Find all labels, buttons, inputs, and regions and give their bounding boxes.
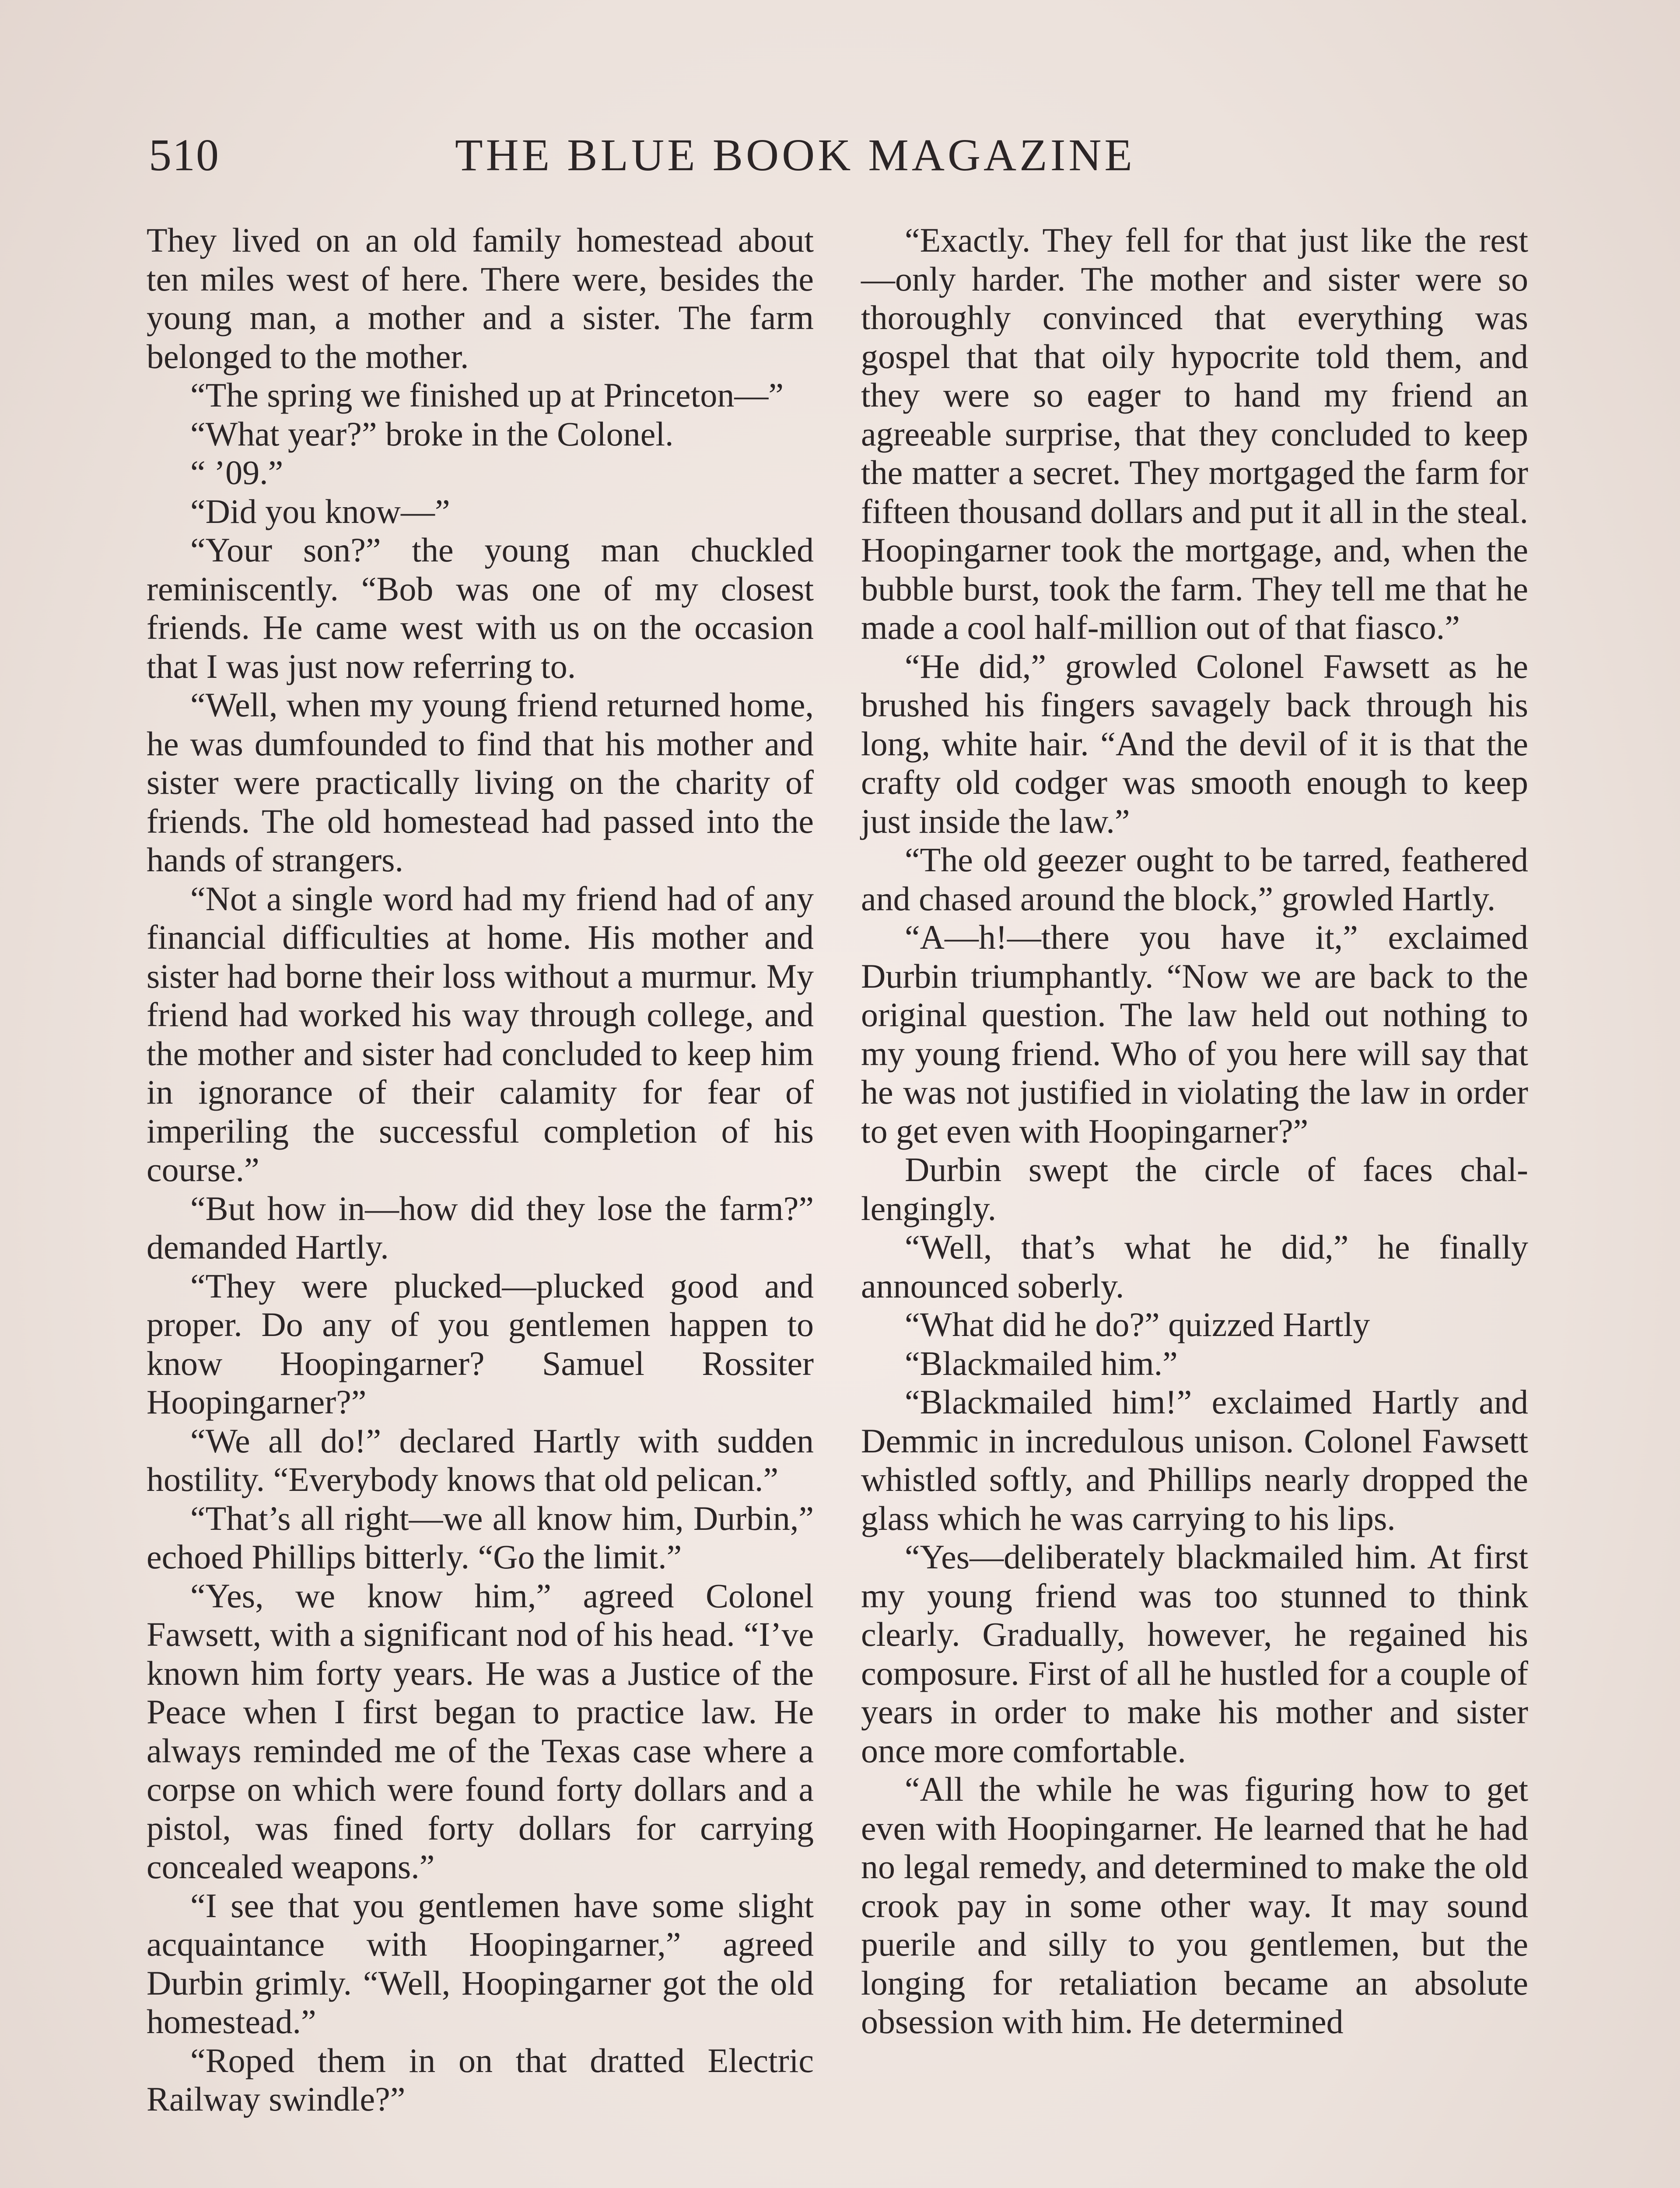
paragraph: “Exactly. They fell for that just like the rest—only harder. The mother and sister were so thoroughly convinced that everything was gospel that that oily hypocrite told them, and they were so eager to hand my friend an agreeable surprise, that they concluded to keep the matter a secret. They mortgaged the farm for fifteen thousand dollars and put it all in the steal. Hoopingarner took the mortgage, and, when the bubble burst, took the farm. They tell me that he made a cool half-million out of that fiasco.” [861,221,1528,646]
paragraph: “A—h!—there you have it,” exclaimed Durbin triumphantly. “Now we are back to the original question. The law held out nothing to my young friend. Who of you here will say that he was not justified in violating the law in order to get even with Hoopingarner?” [861,918,1528,1150]
paragraph: “They were plucked—plucked good and proper. Do any of you gentlemen happen to know Hoopingarner? Samuel Rossiter Hoopingarner?” [147,1266,814,1421]
paragraph: “The old geezer ought to be tarred, feathered and chased around the block,” growled Hartly. [861,841,1528,918]
paragraph: “That’s all right—we all know him, Durbin,” echoed Phillips bitterly. “Go the limit.” [147,1499,814,1576]
paragraph: “Blackmailed him.” [905,1344,1178,1382]
paragraph: “Yes, we know him,” agreed Colonel Fawsett, with a significant nod of his head. “I’ve known him forty years. He was a Justice of the Peace when I first began to practice law. He always reminded me of the Texas case where a corpse on which were found forty dollars and a pistol, was fined forty dollars for carrying concealed weapons.” [147,1576,814,1886]
paragraph: “What did he do?” quizzed Hartly [905,1305,1370,1343]
paragraph: Durbin swept the circle of faces challengingly. [861,1150,1528,1227]
page-header [149,125,1536,186]
paragraph: “The spring we finished up at Princeton—” [190,376,784,414]
magazine-title: THE BLUE BOOK MAGAZINE [455,130,1135,180]
paragraph: “All the while he was figuring how to get even with Hoopingarner. He learned that he had no legal remedy, and determined to make the old crook pay in some other way. It may sound puerile and silly to you gentlemen, but the longing for retaliation became an absolute obsession with him. He determined [861,1770,1528,2041]
paragraph: “ ’09.” [190,453,284,491]
right-column [861,221,1528,2041]
paragraph: “But how in—how did they lose the farm?” demanded Hartly. [147,1189,814,1266]
paragraph: “He did,” growled Colonel Fawsett as he brushed his fingers savagely back through his long, white hair. “And the devil of it is that the crafty old codger was smooth enough to keep just inside the law.” [861,647,1528,840]
paragraph: “Well, that’s what he did,” he finally announced soberly. [861,1228,1528,1305]
paragraph: “Yes—deliberately blackmailed him. At first my young friend was too stunned to think clearly. Gradually, however, he regained his composure. First of all he hustled for a couple of years in order to make his mother and sister once more comfortable. [861,1538,1528,1770]
paragraph: “Well, when my young friend returned home, he was dumfounded to find that his mother and sister were practically living on the charity of friends. The old homestead had passed into the hands of strangers. [147,686,814,879]
page-number: 510 [149,130,220,180]
paragraph: “Your son?” the young man chuckled reminiscently. “Bob was one of my closest friends. He came west with us on the occasion that I was just now referring to. [147,531,814,685]
paragraph: “Did you know—” [190,492,450,530]
paragraph: “We all do!” declared Hartly with sudden hostility. “Everybody knows that old pelican.” [147,1421,814,1498]
paragraph: They lived on an old family homestead about ten miles west of here. There were, besides the young man, a mother and a sister. The farm belonged to the mother. [147,221,814,375]
left-column [147,221,814,2119]
paragraph: “Not a single word had my friend had of any financial difficulties at home. His mother and sister had borne their loss without a murmur. My friend had worked his way through college, and the mother and sister had concluded to keep him in ignorance of their calamity for fear of imperiling the successful completion of his course.” [147,879,814,1189]
paragraph: “What year?” broke in the Colonel. [190,414,674,453]
paragraph: “Roped them in on that dratted Electric Railway swindle?” [147,2041,814,2118]
paragraph: “I see that you gentlemen have some slight acquaintance with Hoopingarner,” agreed Durbin grimly. “Well, Hoopingarner got the old homestead.” [147,1886,814,2041]
paragraph: “Blackmailed him!” exclaimed Hartly and Demmic in incredulous unison. Colonel Fawsett whistled softly, and Phillips nearly dropped the glass which he was carrying to his lips. [861,1383,1528,1537]
